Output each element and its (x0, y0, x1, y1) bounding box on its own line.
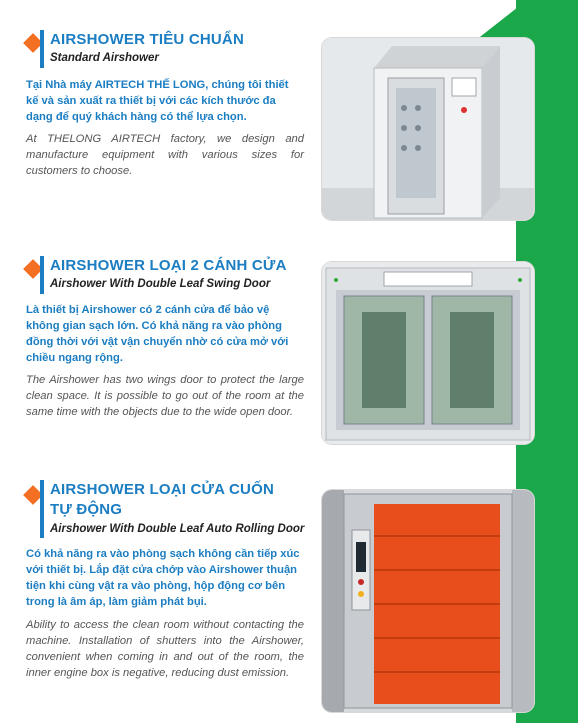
double-swing-door-photo (322, 262, 534, 444)
green-top-wedge (408, 0, 578, 40)
section-title: AIRSHOWER TIÊU CHUẨN (50, 31, 244, 48)
vietnamese-description: Là thiết bị Airshower có 2 cánh cửa để bảo vệ không gian sạch lớn. Có khả năng ra vào phòng đồng thời với vật vận chuyển nhờ có cửa mở với chiều ngang rộng. (26, 304, 289, 364)
airshower-illustration (322, 490, 534, 712)
english-description: At THELONG AIRTECH factory, we design and manufacture equipment with various sizes for customers to choose. (26, 133, 304, 177)
vietnamese-description: Có khả năng ra vào phòng sạch không cần tiếp xúc với thiết bị. Lắp đặt cửa chớp vào Airshower thuận tiện khi cùng vật ra vào phòng, hộp động cơ bên trong là âm áp, làm giảm phát bụi. (26, 548, 300, 608)
standard-airshower-photo (322, 38, 534, 220)
section-subtitle: Standard Airshower (50, 52, 159, 64)
section-subtitle: Airshower With Double Leaf Auto Rolling Door (50, 523, 305, 535)
section-title-line-2: TỰ ĐỘNG (50, 501, 123, 518)
blue-title-bar (40, 256, 44, 294)
vietnamese-description: Tại Nhà máy AIRTECH THẾ LONG, chúng tôi thiết kế và sản xuất ra thiết bị với các kích thước đa dạng để quý khách hàng có thể lựa chọn. (26, 79, 289, 123)
section-title: AIRSHOWER LOẠI 2 CÁNH CỬA (50, 257, 287, 274)
blue-title-bar (40, 480, 44, 538)
english-description: The Airshower has two wings door to protect the large clean space. It is possible to go out of the room at the same time with the objects due to the wide open door. (26, 374, 304, 418)
english-description: Ability to access the clean room without contacting the machine. Installation of shutters into the Airshower, convenient when coming in and out of the room, the inner engine box is negative, reducing dust emission. (26, 619, 304, 679)
airshower-illustration (322, 262, 534, 444)
airshower-illustration (322, 38, 534, 220)
blue-title-bar (40, 30, 44, 68)
section-subtitle: Airshower With Double Leaf Swing Door (50, 278, 271, 290)
section-title-line-1: AIRSHOWER LOẠI CỬA CUỐN (50, 481, 274, 498)
auto-rolling-door-photo (322, 490, 534, 712)
